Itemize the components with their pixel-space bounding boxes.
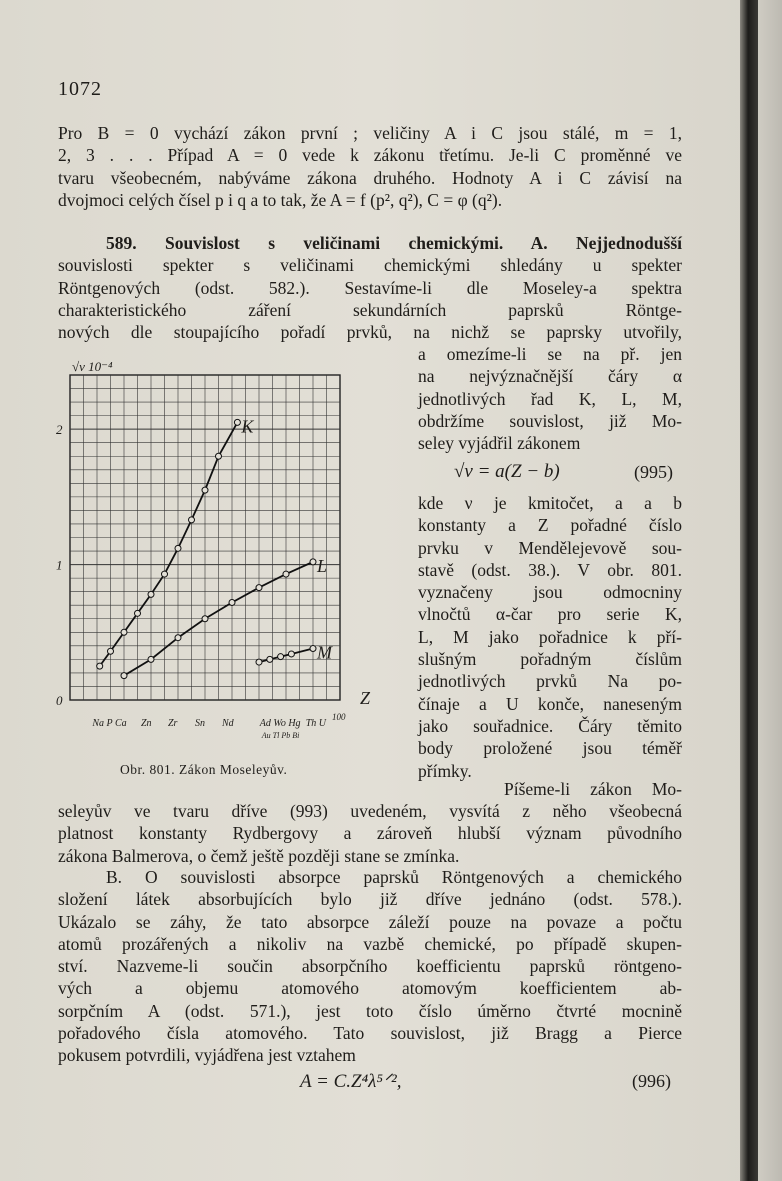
equation-number-995: (995) xyxy=(634,462,673,482)
x-end-label: 100 xyxy=(332,712,346,722)
data-point-k xyxy=(162,571,168,577)
text-line: slušným pořadným číslům xyxy=(418,649,682,670)
data-point-k xyxy=(189,517,195,523)
text-line: jednotlivých řad K, L, M, xyxy=(418,388,682,409)
paragraph-rydberg xyxy=(58,800,682,867)
text-line: seley vyjádřil zákonem xyxy=(418,433,581,454)
text-line: Ukázalo se záhy, že tato absorpce záleží pouze na povaze a počtu xyxy=(58,911,682,932)
data-point-l xyxy=(175,635,181,641)
column-text-2 xyxy=(418,492,682,782)
section-heading-line: 589. Souvislost s veličinami chemickými. A. Nejjednodušší xyxy=(106,233,682,253)
x-element-label: Th U xyxy=(305,718,326,729)
data-point-m xyxy=(256,659,262,665)
data-point-l xyxy=(202,616,208,622)
data-point-m xyxy=(278,654,284,660)
data-point-l xyxy=(148,656,154,662)
text-line: na nejvýznačnější čáry α xyxy=(418,366,682,387)
column-text-1 xyxy=(418,343,682,454)
x-sub-label: Au Tl Pb Bi xyxy=(261,731,300,740)
x-element-label: Na P Ca xyxy=(92,718,127,729)
formula-996: A = C.Z⁴λ⁵ᐟ², xyxy=(300,1071,402,1092)
data-point-m xyxy=(267,656,273,662)
text-line: pokusem potvrdili, vyjádřena jest vztahem xyxy=(58,1045,356,1066)
y-tick-label: 0 xyxy=(56,693,63,708)
next-page-edge xyxy=(758,0,782,1181)
text-line: konstanty a Z pořadné číslo xyxy=(418,515,682,536)
text-line: L, M jako pořadnice k pří- xyxy=(418,626,682,647)
paragraph-absorption xyxy=(58,866,682,1067)
series-label-k: K xyxy=(241,416,254,437)
text-line: souvislosti spekter s veličinami chemickými shledány u spekter xyxy=(58,255,682,276)
text-line: B. O souvislosti absorpce paprsků Röntgenových a chemického xyxy=(106,867,682,887)
data-point-l xyxy=(310,559,316,565)
data-point-k xyxy=(108,648,114,654)
equation-number-996: (996) xyxy=(632,1071,671,1091)
text-line: ství. Nazveme-li součin absorpčního koefficientu paprsků röntgeno- xyxy=(58,956,682,977)
data-point-k xyxy=(135,610,141,616)
text-line: kde ν je kmitočet, a a b xyxy=(418,493,682,513)
data-point-k xyxy=(175,545,181,551)
chart-labels xyxy=(56,359,371,740)
data-point-l xyxy=(121,673,127,679)
text-line: čínaje a U konče, naneseným xyxy=(418,693,682,714)
x-element-label: Zr xyxy=(168,718,178,729)
text-line: Röntgenových (odst. 582.). Sestavíme-li dle Moseley-a spektra xyxy=(58,277,682,298)
data-point-l xyxy=(229,600,235,606)
text-line: charakteristického záření sekundárních paprsků Röntge- xyxy=(58,299,682,320)
text-line: pořadového čísla atomového. Tato souvislost, již Bragg a Pierce xyxy=(58,1023,682,1044)
text-line: vých a objemu atomového atomovým koefficientem ab- xyxy=(58,978,682,999)
text-line: Píšeme-li zákon Mo- xyxy=(504,779,682,799)
data-point-l xyxy=(283,571,289,577)
text-line: sorpčním A (odst. 571.), jest toto číslo úměrno čtvrté mocnině xyxy=(58,1000,682,1021)
text-line: atomů prozářených a nikoliv na vazbě chemické, po případě skupen- xyxy=(58,933,682,954)
text-line: vlnočtů α-čar pro serie K, xyxy=(418,604,682,625)
x-element-label: Ad Wo Hg xyxy=(259,718,301,729)
paragraph-laws xyxy=(58,122,682,211)
y-axis-label: √ν 10⁻⁴ xyxy=(72,359,113,374)
series-label-l: L xyxy=(317,555,328,576)
x-element-label: Zn xyxy=(141,718,152,729)
text-line: jako souřadnice. Čáry těmito xyxy=(418,715,682,736)
section-589 xyxy=(58,232,682,343)
text-line: složení látek absorbujících bylo již dříve jednáno (odst. 578.). xyxy=(58,889,682,910)
formula-995: √ν = a(Z − b) xyxy=(454,461,560,482)
text-line: a omezíme-li se na př. jen xyxy=(418,344,682,364)
data-point-k xyxy=(121,629,127,635)
paragraph-continuation-start xyxy=(504,778,682,800)
text-line: Pro B = 0 vychází zákon první ; veličiny A i C jsou stálé, m = 1, xyxy=(58,123,682,143)
text-line: dvojmoci celých čísel p i q a to tak, že A = f (p², q²), C = φ (q²). xyxy=(58,189,503,210)
data-point-k xyxy=(97,663,103,669)
x-axis-label: Z xyxy=(360,688,371,708)
x-element-label: Nd xyxy=(222,718,234,729)
text-line: obdržíme souvislost, již Mo- xyxy=(418,410,682,431)
data-point-k xyxy=(148,591,154,597)
book-spine-shadow xyxy=(740,0,758,1181)
data-point-k xyxy=(202,487,208,493)
data-point-m xyxy=(310,646,316,652)
text-line: body proložené jsou téměř xyxy=(418,738,682,759)
text-line: seleyův ve tvaru dříve (993) uvedeném, vysvítá z něho všeobecná xyxy=(58,801,682,821)
page-number: 1072 xyxy=(58,78,102,100)
text-line: nových dle stoupajícího pořadí prvků, na nichž se paprsky utvořily, xyxy=(58,322,682,343)
series-label-m: M xyxy=(317,642,332,663)
text-line: stavě (odst. 38.). V obr. 801. xyxy=(418,559,682,580)
figure-caption: Obr. 801. Zákon Moseleyův. xyxy=(120,762,288,777)
text-line: jednotlivých prvků Na po- xyxy=(418,671,682,692)
text-line: prvku v Mendělejevově sou- xyxy=(418,537,682,558)
data-point-k xyxy=(234,419,240,425)
text-line: zákona Balmerova, o čemž ještě později stane se zmínka. xyxy=(58,845,460,866)
chart-series xyxy=(97,419,316,678)
text-line: 2, 3 . . . Případ A = 0 vede k zákonu třetímu. Je-li C proměnné ve xyxy=(58,145,682,166)
data-point-k xyxy=(216,453,222,459)
data-point-m xyxy=(288,651,294,657)
data-point-l xyxy=(256,585,262,591)
text-line: přímky. xyxy=(418,760,472,781)
moseley-chart xyxy=(50,355,400,760)
text-line: platnost konstanty Rydbergovy a zároveň hlubší význam původního xyxy=(58,823,682,844)
text-line: tvaru všeobecném, nabýváme zákona druhého. Hodnoty A i C závisí na xyxy=(58,167,682,188)
text-line: vyznačeny jsou odmocniny xyxy=(418,582,682,603)
x-element-label: Sn xyxy=(195,718,205,729)
y-tick-label: 1 xyxy=(56,557,63,573)
y-tick-label: 2 xyxy=(56,422,63,438)
